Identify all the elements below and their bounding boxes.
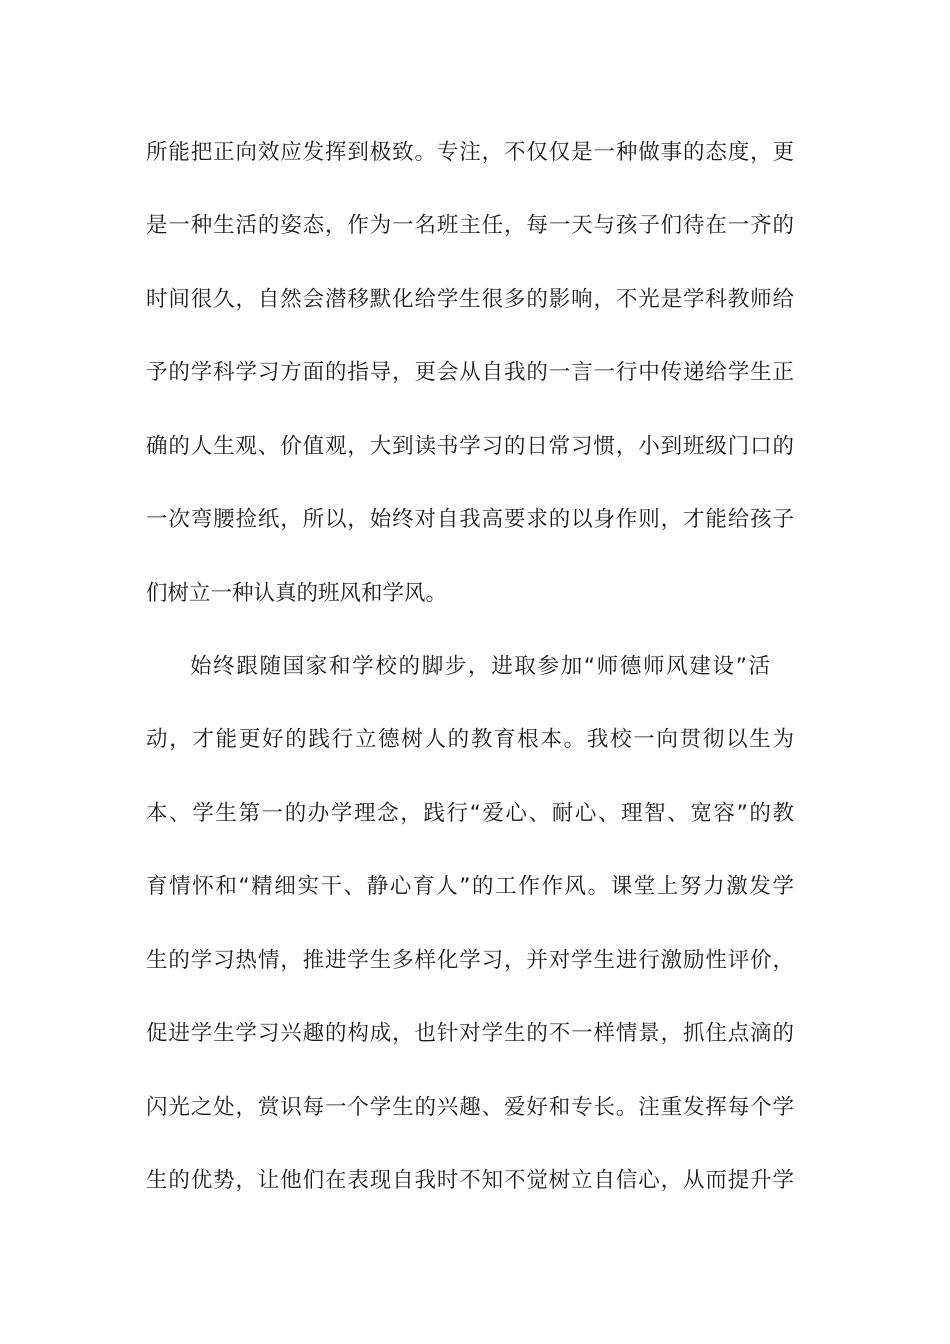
text-line: 促进学生学习兴趣的构成，也针对学生的不一样情景，抓住点滴的: [146, 1021, 794, 1046]
text-line: 生的优势，让他们在表现自我时不知不觉树立自信心，从而提升学: [146, 1168, 794, 1193]
text-line: 育情怀和“精细实干、静心育人”的工作作风。课堂上努力激发学: [146, 874, 794, 899]
text-line: 所能把正向效应发挥到极致。专注，不仅仅是一种做事的态度，更: [146, 140, 794, 165]
paragraph-first-line: 始终跟随国家和学校的脚步，进取参加“师德师风建设”活: [190, 654, 770, 679]
text-line: 动，才能更好的践行立德树人的教育根本。我校一向贯彻以生为: [146, 727, 794, 752]
text-line: 闪光之处，赏识每一个学生的兴趣、爱好和专长。注重发挥每个学: [146, 1095, 794, 1120]
text-line: 本、学生第一的办学理念，践行“爱心、耐心、理智、宽容”的教: [146, 801, 794, 826]
text-line: 确的人生观、价值观，大到读书学习的日常习惯，小到班级门口的: [146, 434, 794, 459]
text-line: 们树立一种认真的班风和学风。: [146, 581, 448, 606]
text-line: 时间很久，自然会潜移默化给学生很多的影响，不光是学科教师给: [146, 287, 794, 312]
text-line: 一次弯腰捡纸，所以，始终对自我高要求的以身作则，才能给孩子: [146, 507, 794, 532]
text-line: 生的学习热情，推进学生多样化学习，并对学生进行激励性评价，: [146, 948, 794, 973]
text-line: 是一种生活的姿态，作为一名班主任，每一天与孩子们待在一齐的: [146, 213, 794, 238]
text-line: 予的学科学习方面的指导，更会从自我的一言一行中传递给学生正: [146, 360, 794, 385]
